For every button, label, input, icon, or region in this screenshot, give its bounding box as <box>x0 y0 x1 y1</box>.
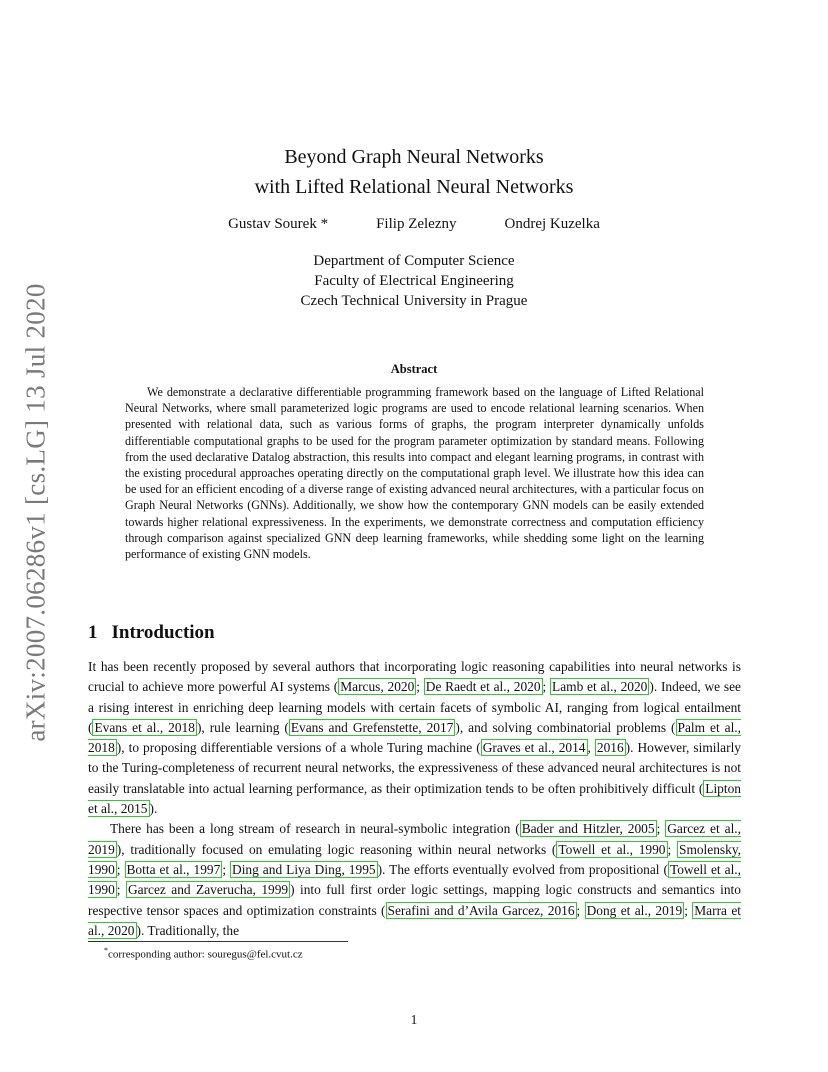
text-run: ; <box>116 861 125 877</box>
text-run: ; <box>222 861 231 877</box>
citation-link[interactable]: Garcez and Zaverucha, 1999 <box>127 882 289 898</box>
section-number: 1 <box>88 622 98 643</box>
text-run: ). Indeed, we see a rising interest in enriching deep learning models with certain facets of symbolic AI, ranging from logical entailment ( <box>88 679 741 735</box>
citation-link[interactable]: Lipton et al., 2015 <box>88 780 741 817</box>
citation-link[interactable]: Bader and Hitzler, 2005 <box>521 821 655 837</box>
text-run: ), and solving combinatorial problems ( <box>455 719 676 735</box>
citation-link[interactable]: Evans and Grefenstette, 2017 <box>290 719 454 735</box>
text-run: ; <box>576 902 585 918</box>
paper-title <box>0 142 828 202</box>
text-run: ), rule learning ( <box>196 719 289 735</box>
text-run: ) into full first order logic settings, mapping logic constructs and semantics into respective tensor spaces and optimization constraints ( <box>88 882 741 918</box>
text-run: ; <box>416 679 424 695</box>
text-run: ). Traditionally, the <box>136 922 240 938</box>
citation-link[interactable]: 2016 <box>596 740 624 756</box>
citation-link[interactable]: Evans et al., 2018 <box>94 719 195 735</box>
text-run: ; <box>116 882 126 898</box>
citation-link[interactable]: Dong et al., 2019 <box>586 902 683 918</box>
citation-link[interactable]: Ding and Liya Ding, 1995 <box>232 861 376 877</box>
text-run: ; <box>684 902 693 918</box>
title-line-1: Beyond Graph Neural Networks <box>284 146 544 168</box>
text-run: ), to proposing differentiable versions of a whole Turing machine ( <box>116 740 481 756</box>
citation-link[interactable]: Towell et al., 1990 <box>88 861 741 898</box>
citation-link[interactable]: Botta et al., 1997 <box>126 861 221 877</box>
section-title: Introduction <box>111 622 215 643</box>
citation-link[interactable]: Garcez et al., 2019 <box>88 821 742 857</box>
text-run: It has been recently proposed by several authors that incorporating logic reasoning capabilities into neural networks is crucial to achieve more powerful AI systems ( <box>88 659 741 695</box>
author-2: Filip Zelezny <box>376 216 457 232</box>
text-run: There has been a long stream of research in neural-symbolic integration ( <box>110 821 520 837</box>
footnote <box>104 946 303 961</box>
affiliation-line-1: Department of Computer Science <box>313 253 515 269</box>
paragraph-1 <box>88 657 741 819</box>
citation-link[interactable]: Palm et al., 2018 <box>88 719 742 756</box>
author-3: Ondrej Kuzelka <box>504 216 600 232</box>
text-run: ; <box>667 841 677 857</box>
affiliation <box>0 251 828 311</box>
affiliation-line-2: Faculty of Electrical Engineering <box>314 273 514 289</box>
citation-link[interactable]: Marra et al., 2020 <box>88 902 741 938</box>
body-text <box>88 657 741 941</box>
citation-link[interactable]: Towell et al., 1990 <box>558 841 666 857</box>
text-run: ; <box>542 679 551 695</box>
text-run: ). However, similarly to the Turing-completeness of recurrent neural networks, the expressiveness of these advanced neural architectures is not easily translatable into actual learning performance, as their optimization tends to be often prohibitively difficult ( <box>88 740 742 796</box>
abstract-heading: Abstract <box>390 362 438 376</box>
abstract-body <box>125 384 704 562</box>
citation-link[interactable]: Serafini and d’Avila Garcez, 2016 <box>387 902 575 918</box>
arxiv-id: arXiv:2007.06286v1 [cs.LG] 13 Jul 2020 <box>20 283 51 742</box>
citation-link[interactable]: Graves et al., 2014 <box>482 740 586 756</box>
paragraph-2 <box>88 819 741 941</box>
citation-link[interactable]: Lamb et al., 2020 <box>552 679 648 695</box>
abstract-text: We demonstrate a declarative differentiable programming framework based on the language of Lifted Relational Neural Networks, where small parameterized logic programs are used to encode relational learning scenarios. When presented with relational data, such as various forms of graphs, the program interpreter dynamically unfolds differentiable computational graphs to be used for the program parameter optimization by standard means. Following from the used declarative Datalog abstraction, this results into compact and elegant learning programs, in contrast with the existing procedural approaches operating directly on the computational graph level. We illustrate how this idea can be used for an efficient encoding of a diverse range of existing advanced neural architectures, with a particular focus on Graph Neural Networks (GNNs). Additionally, we show how the contemporary GNN models can be easily extended towards higher relational expressiveness. In the experiments, we demonstrate correctness and computation efficiency through comparison against specialized GNN deep learning frameworks, while shedding some light on the learning performance of existing GNN models. <box>125 385 704 562</box>
affiliation-line-3: Czech Technical University in Prague <box>300 293 528 309</box>
section-heading <box>88 622 215 644</box>
title-line-2: with Lifted Relational Neural Networks <box>254 176 574 198</box>
arxiv-stamp <box>14 283 58 742</box>
author-1: Gustav Sourek * <box>228 216 329 232</box>
text-run: , <box>587 740 595 756</box>
footnote-rule <box>88 941 348 942</box>
citation-link[interactable]: Smolensky, 1990 <box>88 841 741 877</box>
text-run: ; <box>656 821 666 837</box>
footnote-text: corresponding author: souregus@fel.cvut.cz <box>108 948 303 961</box>
citation-link[interactable]: Marcus, 2020 <box>340 679 415 695</box>
author-list <box>0 216 828 233</box>
text-run: ). The efforts eventually evolved from propositional ( <box>377 861 668 877</box>
page-number: 1 <box>410 1012 418 1027</box>
text-run: ). <box>149 801 158 817</box>
citation-link[interactable]: De Raedt et al., 2020 <box>425 679 541 695</box>
footnote-mark: * <box>104 946 108 955</box>
text-run: ), traditionally focused on emulating logic reasoning within neural networks ( <box>116 841 557 857</box>
